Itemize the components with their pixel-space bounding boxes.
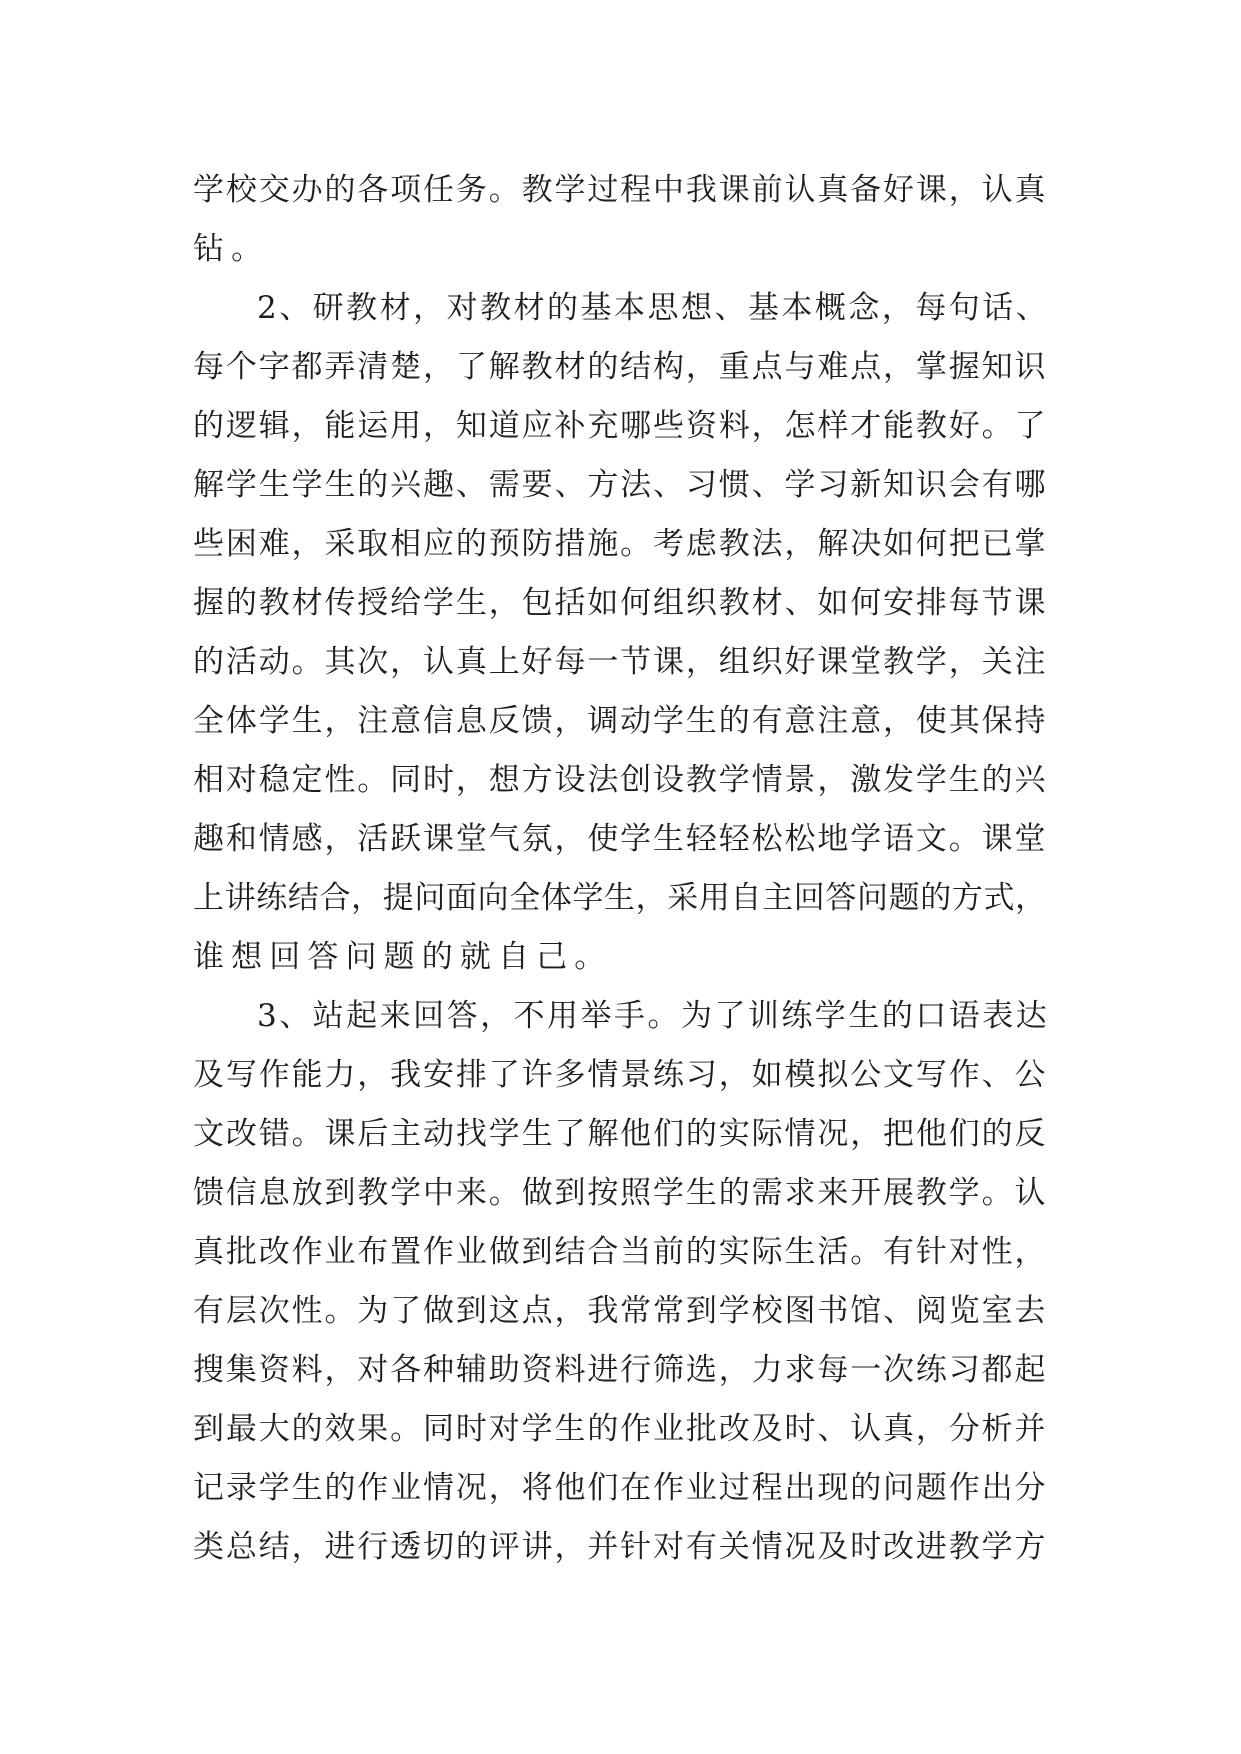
text-line: 2、研教材，对教材的基本思想、基本概念，每句话、: [257, 290, 1050, 326]
text-line: 些困难，采取相应的预防措施。考虑教法，解决如何把已掌: [193, 526, 1048, 562]
text-line: 的逻辑，能运用，知道应补充哪些资料，怎样才能教好。了: [193, 408, 1048, 444]
text-line: 相对稳定性。同时，想方设法创设教学情景，激发学生的兴: [193, 762, 1048, 798]
text-line: 搜集资料，对各种辅助资料进行筛选，力求每一次练习都起: [193, 1352, 1048, 1388]
text-line: 上讲练结合，提问面向全体学生，采用自主回答问题的方式，: [193, 880, 1047, 916]
text-line: 学校交办的各项任务。教学过程中我课前认真备好课，认真: [193, 172, 1048, 208]
text-line: 谁想回答问题的就自己。: [193, 939, 613, 975]
text-line: 有层次性。为了做到这点，我常常到学校图书馆、阅览室去: [193, 1293, 1048, 1329]
text-line: 全体学生，注意信息反馈，调动学生的有意注意，使其保持: [193, 703, 1048, 739]
text-line: 及写作能力，我安排了许多情景练习，如模拟公文写作、公: [193, 1057, 1048, 1093]
text-line: 真批改作业布置作业做到结合当前的实际生活。有针对性，: [193, 1234, 1048, 1270]
text-line: 文改错。课后主动找学生了解他们的实际情况，把他们的反: [193, 1116, 1048, 1152]
paragraph: [193, 987, 1053, 1577]
text-line: 类总结，进行透切的评讲，并针对有关情况及时改进教学方: [193, 1529, 1048, 1565]
text-line: 的活动。其次，认真上好每一节课，组织好课堂教学，关注: [193, 644, 1048, 680]
text-line: 握的教材传授给学生，包括如何组织教材、如何安排每节课: [193, 585, 1048, 621]
text-line: 到最大的效果。同时对学生的作业批改及时、认真，分析并: [193, 1411, 1048, 1447]
text-line: 钻。: [193, 231, 270, 267]
document-body: [193, 161, 1053, 1577]
text-line: 馈信息放到教学中来。做到按照学生的需求来开展教学。认: [193, 1175, 1048, 1211]
text-line: 记录学生的作业情况，将他们在作业过程出现的问题作出分: [193, 1470, 1048, 1506]
text-line: 3、站起来回答，不用举手。为了训练学生的口语表达: [257, 998, 1050, 1034]
text-line: 每个字都弄清楚，了解教材的结构，重点与难点，掌握知识: [193, 349, 1048, 385]
text-line: 解学生学生的兴趣、需要、方法、习惯、学习新知识会有哪: [193, 467, 1048, 503]
text-line: 趣和情感，活跃课堂气氛，使学生轻轻松松地学语文。课堂: [193, 821, 1048, 857]
paragraph: [193, 279, 1053, 987]
paragraph: [193, 161, 1053, 279]
